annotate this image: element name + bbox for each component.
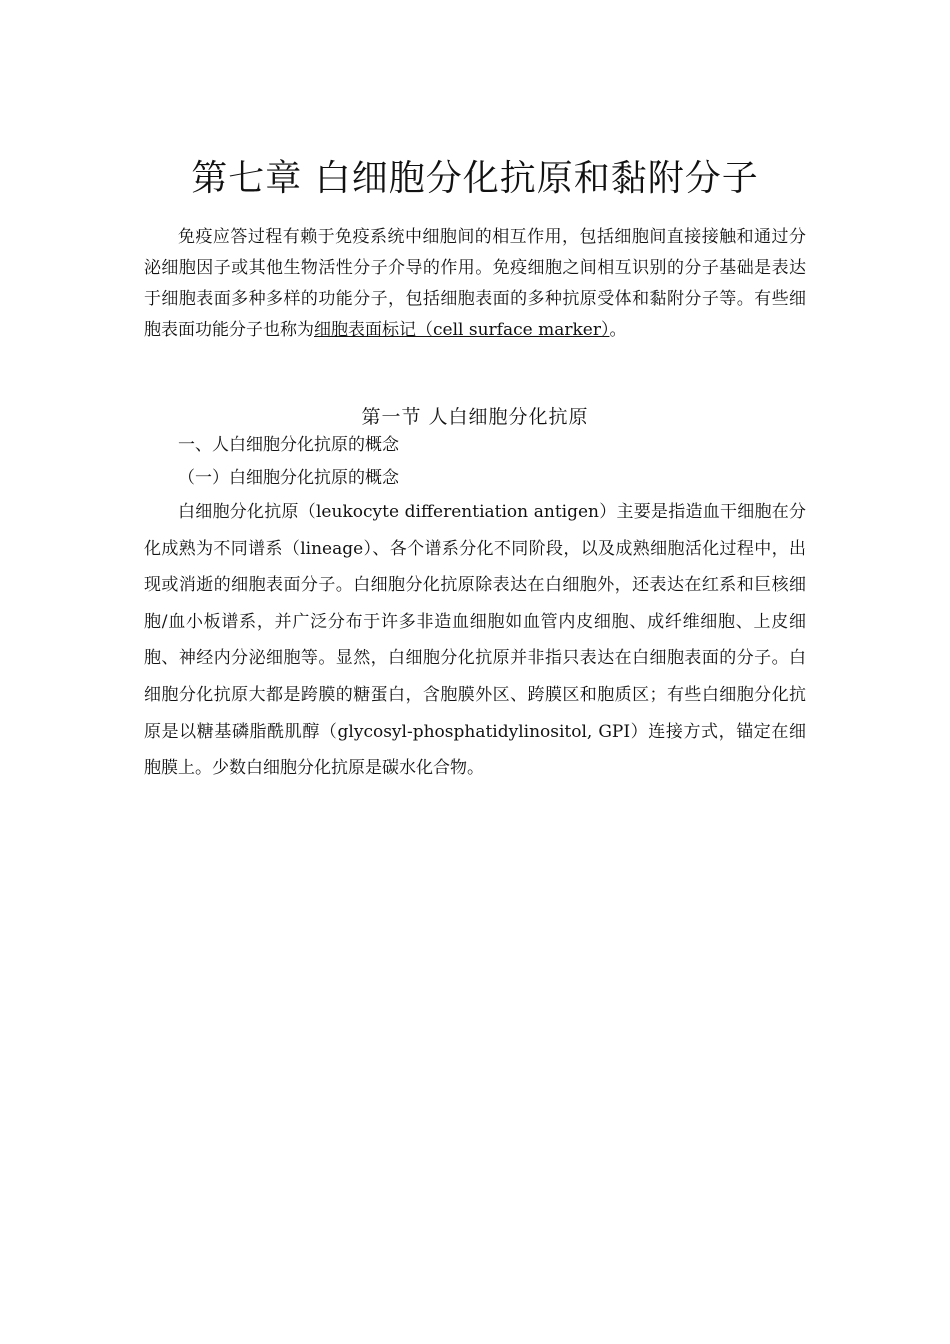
chapter-title: 第七章 白细胞分化抗原和黏附分子	[191, 158, 759, 199]
subheading-1: 一、人白细胞分化抗原的概念	[178, 435, 399, 455]
body-paragraph: 白细胞分化抗原（leukocyte differentiation antigen）主要是指造血干细胞在分化成熟为不同谱系（lineage）、各个谱系分化不同阶段，以及成熟细胞活化过程中，出现或消逝的细胞表面分子。白细胞分化抗原除表达在白细胞外，还表达在红系和巨核细胞/血小板谱系，并广泛分布于许多非造血细胞如血管内皮细胞、成纤维细胞、上皮细胞、神经内分泌细胞等。显然，白细胞分化抗原并非指只表达在白细胞表面的分子。白细胞分化抗原大都是跨膜的糖蛋白，含胞膜外区、跨膜区和胞质区；有些白细胞分化抗原是以糖基磷脂酰肌醇（glycosyl-phosphatidylinositol, GPI）连接方式，锚定在细胞膜上。少数白细胞分化抗原是碳水化合物。	[144, 502, 806, 779]
section-title: 第一节 人白细胞分化抗原	[361, 406, 589, 428]
subheading-2: （一）白细胞分化抗原的概念	[178, 468, 399, 488]
intro-paragraph	[144, 222, 806, 346]
intro-tail: 。	[609, 320, 627, 340]
intro-text: 免疫应答过程有赖于免疫系统中细胞间的相互作用，包括细胞间直接接触和通过分泌细胞因子或其他生物活性分子介导的作用。免疫细胞之间相互识别的分子基础是表达于细胞表面多种多样的功能分子，包括细胞表面的多种抗原受体和黏附分子等。有些细胞表面功能分子也称为	[144, 227, 806, 340]
intro-term: 细胞表面标记（cell surface marker）	[314, 320, 610, 340]
